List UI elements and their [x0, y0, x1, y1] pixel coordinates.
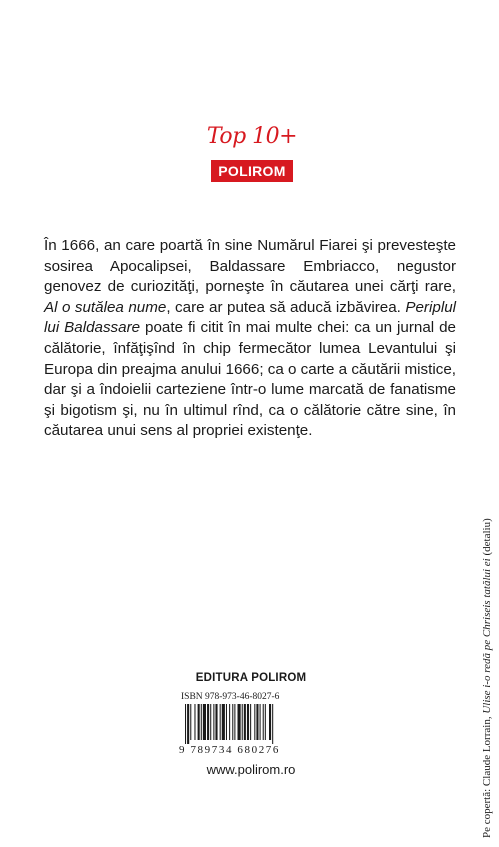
- barcode-bar: [198, 704, 200, 740]
- barcode-bar: [272, 704, 273, 744]
- imprint: [172, 672, 330, 777]
- barcode-bar: [263, 704, 264, 740]
- barcode-bar: [190, 704, 191, 740]
- barcode-bar: [203, 704, 206, 740]
- series-title: Top 10+: [206, 124, 298, 149]
- barcode-bar: [256, 704, 258, 740]
- book-title-1: Al o sutălea nume: [44, 298, 167, 316]
- barcode-bar: [207, 704, 209, 740]
- barcode-bar: [194, 704, 195, 740]
- series-logo: [204, 122, 300, 182]
- cover-credit: [481, 518, 493, 838]
- cover-credit-suffix: (detaliu): [481, 518, 493, 559]
- barcode-bar: [244, 704, 246, 740]
- barcode-bar: [185, 704, 186, 744]
- barcode-bar: [213, 704, 214, 740]
- barcode-bar: [210, 704, 211, 740]
- publisher-name: EDITURA POLIROM: [195, 672, 307, 684]
- barcode-bar: [242, 704, 243, 740]
- isbn: ISBN 978-973-46-8027-6: [181, 692, 280, 702]
- barcode-bar: [265, 704, 266, 740]
- barcode-bar: [234, 704, 235, 740]
- barcode-bar: [215, 704, 217, 740]
- barcode-bar: [222, 704, 225, 740]
- barcode-bar: [226, 704, 227, 740]
- isbn-block: [179, 692, 323, 756]
- blurb-part-3: poate fi citit în mai multe chei: ca un jurnal de călătorie, înfăţişînd în chip fermecător lumea Levantului şi Europa din preajma anului 1666; ca o carte a căutării mistice, dar şi a îndoielii carteziene într-o lume marcată de fanatisme şi bigotism şi, nu în ultimul rînd, ca o călătorie către sine, în căutarea unui sens al propriei existenţe.: [44, 319, 456, 440]
- barcode-bar: [254, 704, 255, 740]
- barcode-bar: [250, 704, 251, 740]
- book-title-2: Periplul lui Baldassare: [44, 298, 457, 337]
- barcode-digits: 9 789734 680276: [179, 744, 280, 756]
- barcode-bar: [269, 704, 271, 740]
- blurb-part-2: , care ar putea să aducă izbăvirea.: [166, 298, 406, 316]
- barcode-bar: [260, 704, 261, 740]
- cover-painting-title: Ulise i-o redă pe Chriseis tatălui ei: [481, 558, 493, 714]
- blurb-part-1: În 1666, an care poartă în sine Numărul Fiarei şi prevesteşte sosirea Apocalipsei, Baldassare Embriacco, negustor genovez de curiozităţi, porneşte în căutarea unei cărţi rare,: [44, 237, 456, 296]
- website-link[interactable]: www.polirom.ro: [206, 762, 296, 777]
- barcode-bar: [187, 704, 189, 744]
- cover-credit-prefix: Pe copertă: Claude Lorrain,: [481, 713, 493, 838]
- barcode-bar: [220, 704, 221, 740]
- barcode-bar: [238, 704, 241, 740]
- blurb-text: [44, 236, 456, 442]
- barcode: [179, 704, 323, 744]
- barcode-bar: [247, 704, 249, 740]
- publisher-badge: POLIROM: [211, 160, 292, 182]
- barcode-bar: [232, 704, 233, 740]
- barcode-bar: [201, 704, 202, 740]
- barcode-bar: [229, 704, 230, 740]
